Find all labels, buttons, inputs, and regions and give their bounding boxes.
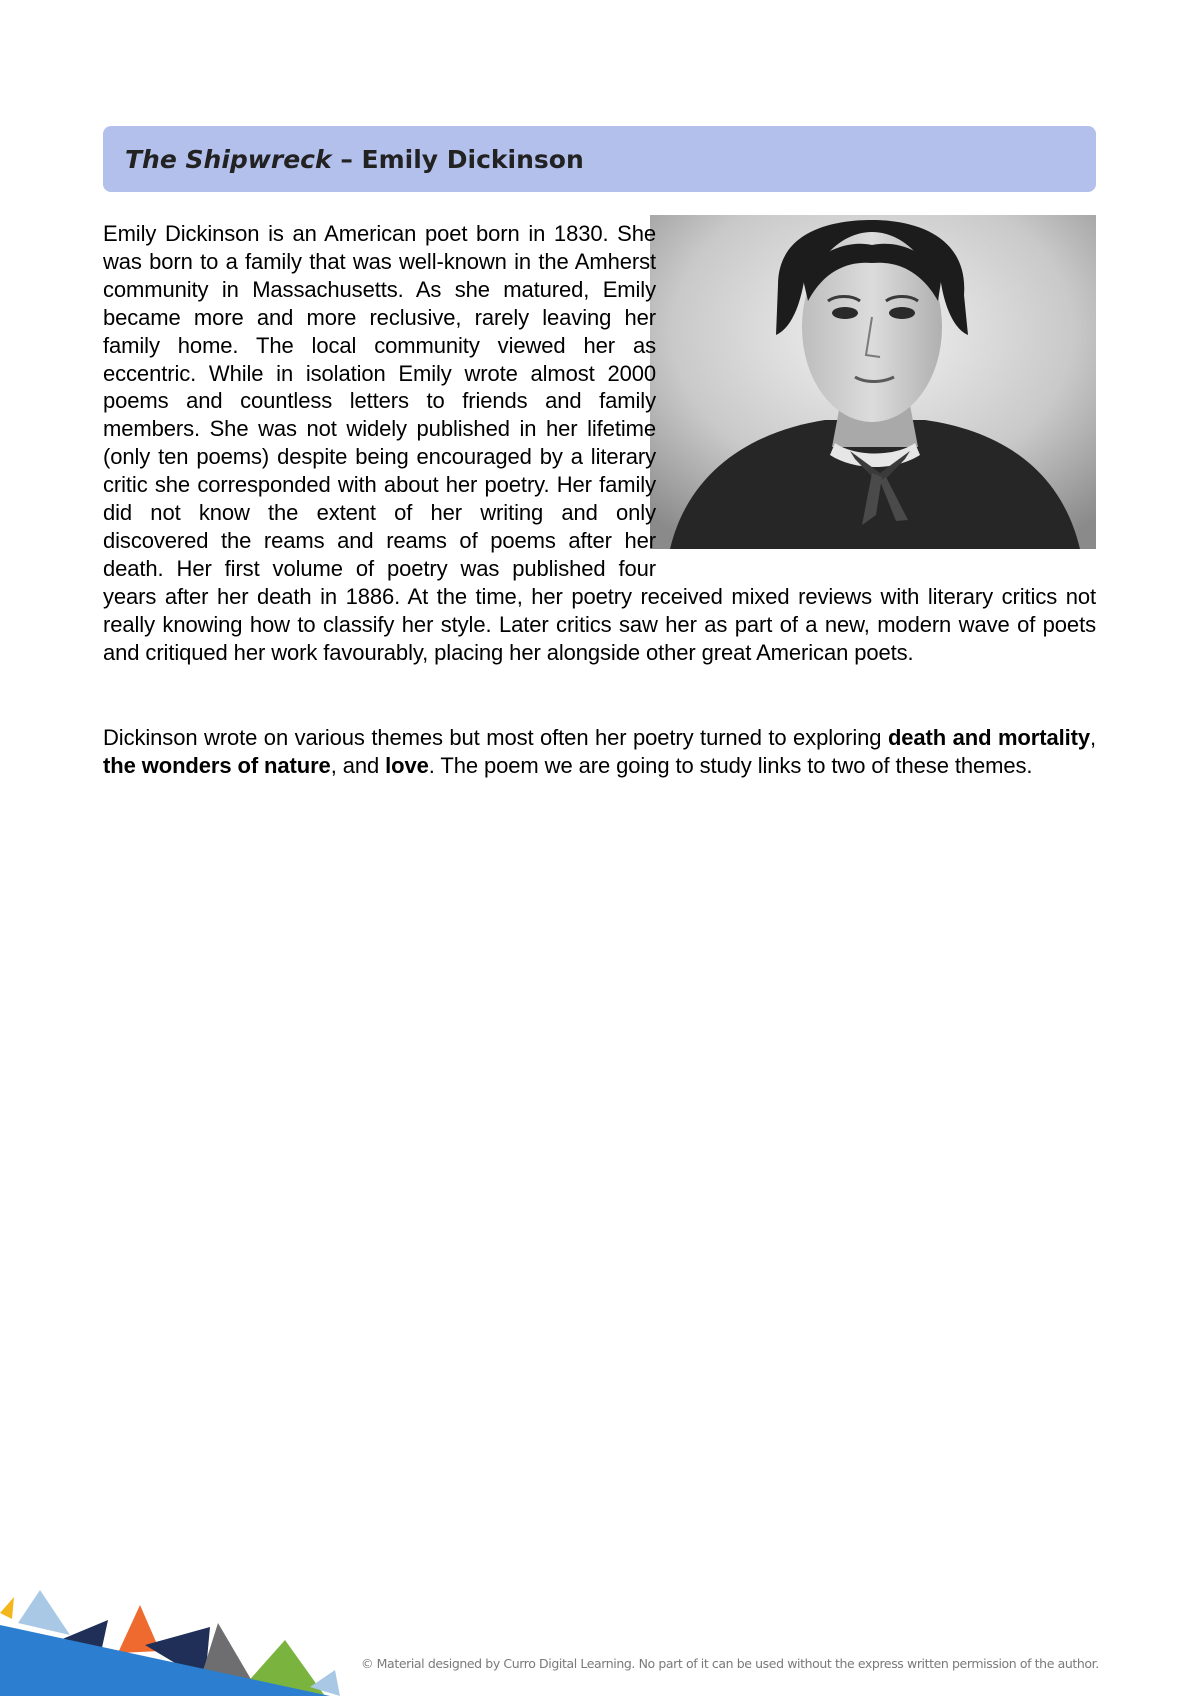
- copyright-footer: © Material designed by Curro Digital Learning. No part of it can be used without the express written permission of the author.: [361, 1656, 1099, 1671]
- themes-intro: Dickinson wrote on various themes but most often her poetry turned to exploring: [103, 725, 888, 750]
- decoration-triangle: [0, 1597, 14, 1619]
- decoration-triangle: [18, 1590, 70, 1635]
- poet-name: – Emily Dickinson: [331, 144, 584, 174]
- theme-nature: the wonders of nature: [103, 752, 331, 778]
- image-wrap-spacer: [656, 220, 1096, 558]
- themes-separator: ,: [1089, 725, 1096, 750]
- theme-death: death and mortality: [887, 725, 1090, 750]
- triangles-decoration-icon: [0, 1585, 360, 1696]
- theme-love: love: [385, 752, 429, 778]
- bio-text: Emily Dickinson is an American poet born in 1830. She was born to a family that was well-known in the Amherst community in Massachusetts. As she matured, Emily became more and more reclusive, rarely leaving her family home. The local community viewed her as eccentric. While in isolation Emily wrote almost 2000 poems and countless letters to friends and family members. She was not widely published in her lifetime (only ten poems) despite being encouraged by a literary critic she corresponded with about her poetry. Her family did not know the extent of her writing and only discovered the reams and reams of poems after her death. Her first volume of poetry was published four years after her death in 1886. At the time, her poetry received mixed reviews with literary critics not really knowing how to classify her style. Later critics saw her as part of a new, modern wave of poets and critiqued her work favourably, placing her alongside other great American poets.: [103, 221, 1096, 665]
- bio-paragraph: [103, 220, 1096, 667]
- title-banner: [103, 126, 1096, 192]
- themes-outro: . The poem we are going to study links to two of these themes.: [428, 752, 1033, 778]
- themes-paragraph: [103, 724, 1096, 780]
- themes-separator: , and: [330, 752, 386, 778]
- poem-title: The Shipwreck: [125, 144, 332, 174]
- page-title: [125, 145, 584, 174]
